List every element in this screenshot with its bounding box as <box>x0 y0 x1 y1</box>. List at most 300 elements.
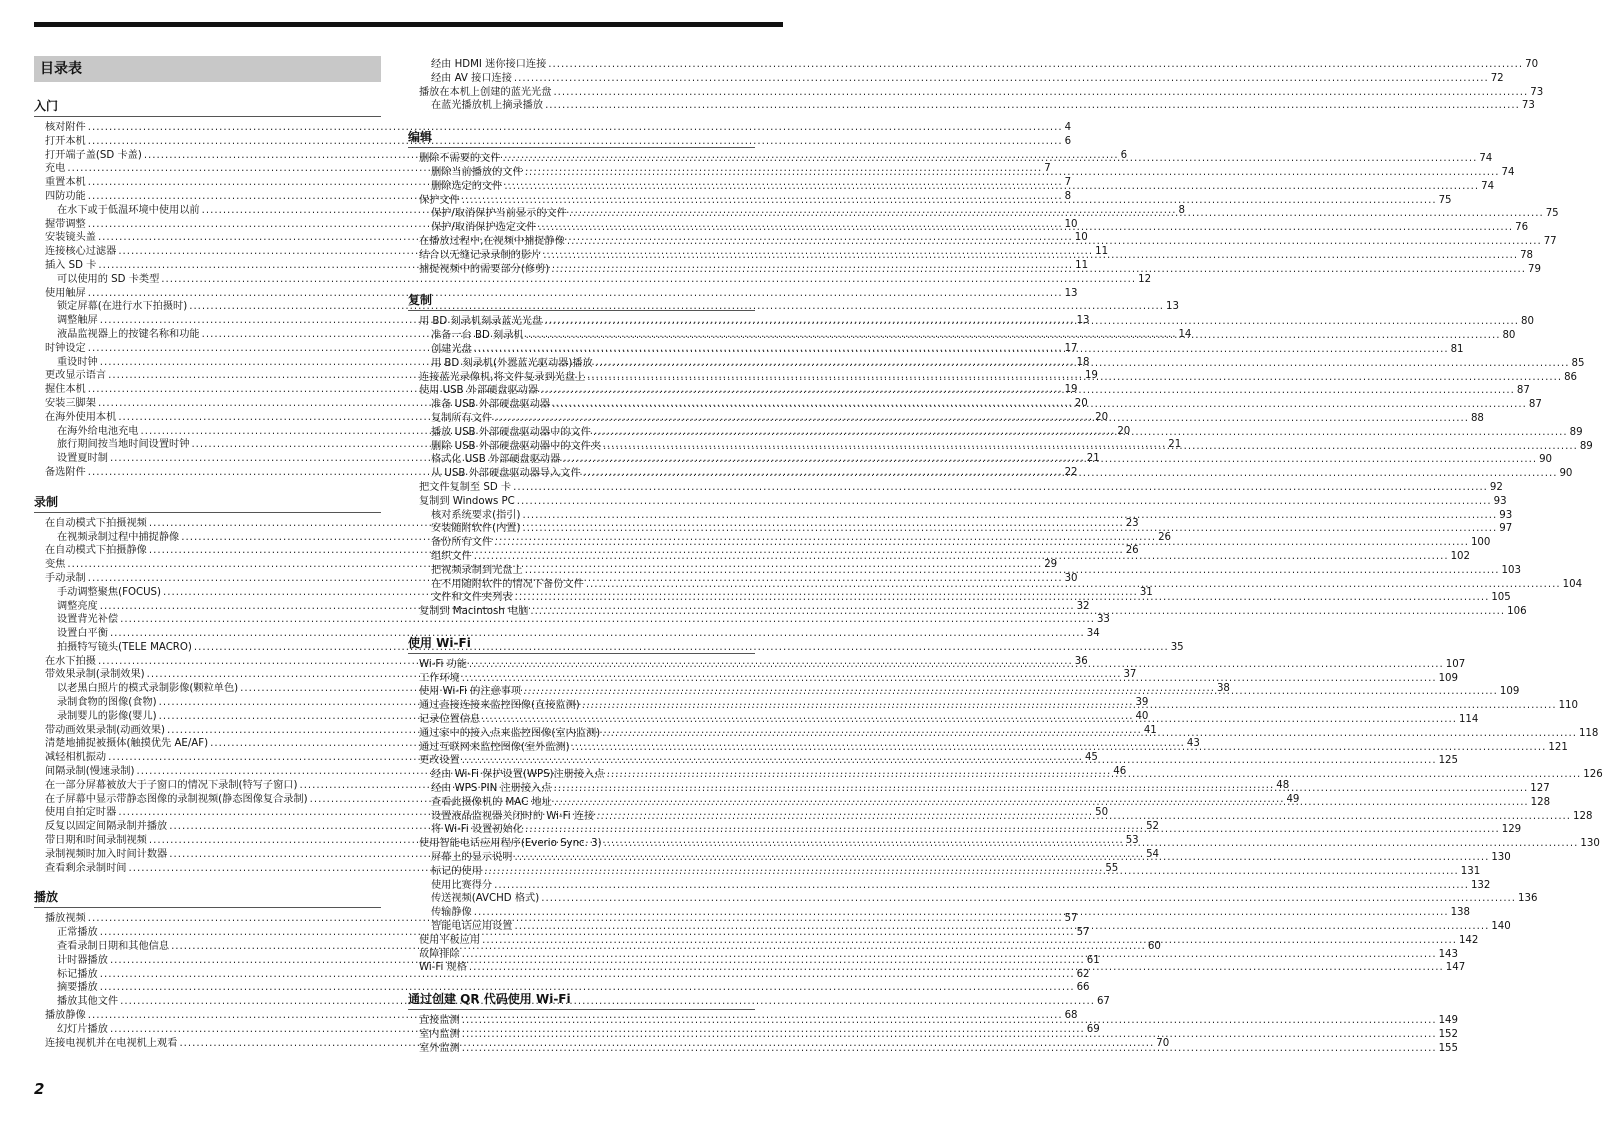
toc-entry-title: 核对系统要求(指引) <box>431 509 521 521</box>
toc-entry-page: 20 <box>1095 411 1109 423</box>
toc-entry-page: 118 <box>1578 727 1599 739</box>
toc-entry-title: 设置背光补偿 <box>57 614 119 626</box>
toc-entry-page: 19 <box>1064 384 1078 396</box>
dot-leader <box>504 180 1479 194</box>
toc-entry-title: 格式化 USB 外部硬盘驱动器 <box>431 454 561 466</box>
dot-leader <box>587 371 1562 385</box>
toc-entry-page: 109 <box>1499 686 1520 698</box>
toc-entry-title: 播放静像 <box>45 1010 86 1022</box>
toc-entry-title: 在自动模式下拍摄静像 <box>45 545 147 557</box>
toc-entry-title: 删除当前播放的文件 <box>431 166 523 178</box>
toc-entry-page: 10 <box>1074 232 1088 244</box>
toc-entry-title: 记录位置信息 <box>419 714 481 726</box>
toc-entry-title: 创建光盘 <box>431 343 472 355</box>
toc-entry-title: 插入 SD 卡 <box>45 259 97 271</box>
toc-entry-page: 66 <box>1076 982 1090 994</box>
toc-entry[interactable] <box>34 627 1100 641</box>
toc-entry-title: 用 BD 刻录机(外置蓝光驱动器)播放 <box>431 357 593 369</box>
dot-leader <box>548 58 1523 72</box>
toc-entry-page: 121 <box>1548 741 1568 753</box>
toc-entry-page: 7 <box>1064 177 1072 189</box>
toc-entry-page: 26 <box>1158 531 1172 543</box>
toc-entry-title: 结合以无缝记录录制的影片 <box>419 249 542 261</box>
toc-entry-title: 通过直接连接来监控图像(直接监测) <box>419 700 580 712</box>
dot-leader <box>602 727 1577 741</box>
toc-entry-title: 通过家中的接入点来监控图像(室内监测) <box>419 727 601 739</box>
top-rule <box>34 22 783 27</box>
dot-leader <box>494 536 1469 550</box>
toc-entry-page: 34 <box>1086 628 1100 640</box>
toc-entry-page: 86 <box>1564 371 1578 383</box>
toc-entry-title: 幻灯片播放 <box>57 1023 108 1035</box>
toc-entry-page: 104 <box>1562 578 1583 590</box>
toc-entry-page: 74 <box>1481 180 1495 192</box>
toc-entry-title: 充电 <box>45 163 66 175</box>
dot-leader <box>522 522 1497 536</box>
toc-entry-page: 138 <box>1450 907 1471 919</box>
toc-entry-page: 100 <box>1470 537 1491 549</box>
toc-entry-title: 可以使用的 SD 卡类型 <box>57 273 160 285</box>
toc-entry-page: 38 <box>1216 683 1230 695</box>
toc-entry-page: 21 <box>1086 453 1100 465</box>
toc-entry[interactable] <box>408 99 1535 113</box>
toc-entry-title: 准备 USB 外部硬盘驱动器 <box>431 399 551 411</box>
toc-entry-title: 安装镜头盖 <box>45 232 96 244</box>
dot-leader <box>538 221 1513 235</box>
toc-entry-page: 136 <box>1518 893 1538 905</box>
dot-leader <box>462 1042 1437 1056</box>
toc-entry-page: 20 <box>1074 397 1088 409</box>
toc-entry-title: 备份所有文件 <box>431 537 493 549</box>
toc-entry[interactable] <box>408 194 1452 208</box>
toc-entry-page: 70 <box>1156 1037 1170 1049</box>
toc-entry-page: 77 <box>1543 235 1557 247</box>
toc-entry-page: 106 <box>1507 606 1527 618</box>
section-heading: 使用 Wi-Fi <box>408 635 755 654</box>
toc-entry-title: 变焦 <box>45 559 66 571</box>
toc-entry-page: 37 <box>1123 669 1137 681</box>
dot-leader <box>494 412 1469 426</box>
dot-leader <box>525 166 1500 180</box>
toc-entry-title: 用 BD 刻录机刻录蓝光光盘 <box>419 316 543 328</box>
toc-entry-page: 140 <box>1491 921 1511 933</box>
section-heading: 通过创建 QR 代码使用 Wi-Fi <box>408 991 755 1010</box>
dot-leader <box>572 741 1547 755</box>
toc-entry-title: 更改显示语言 <box>45 370 107 382</box>
section-heading: 播放 <box>34 889 381 908</box>
toc-entry-title: 手动录制 <box>45 572 86 584</box>
toc-entry-page: 32 <box>1076 600 1090 612</box>
toc-entry-page: 6 <box>1120 149 1128 161</box>
dot-leader <box>544 315 1519 329</box>
toc-entry-page: 70 <box>1525 59 1539 70</box>
toc-entry-page: 53 <box>1125 835 1139 847</box>
toc-entry-page: 6 <box>1064 135 1072 147</box>
toc-entry-page: 48 <box>1276 779 1290 791</box>
toc-entry[interactable] <box>408 72 1504 86</box>
toc-entry[interactable] <box>34 273 1152 287</box>
dot-leader <box>462 1014 1437 1028</box>
toc-entry-page: 33 <box>1096 614 1110 626</box>
section-heading: 入门 <box>34 98 381 117</box>
toc-entry-page: 75 <box>1438 194 1452 206</box>
toc-entry-title: 带动画效果录制(动画效果) <box>45 724 166 736</box>
toc-entry-page: 89 <box>1569 426 1583 438</box>
toc-entry-page: 52 <box>1146 821 1160 833</box>
toc-title: 目录表 <box>34 56 381 82</box>
toc-entry-page: 97 <box>1499 523 1513 535</box>
toc-entry-title: 将 Wi-Fi 设置初始化 <box>431 824 523 836</box>
toc-entry-title: 连接蓝光录像机,将文件复录到光盘上 <box>419 371 586 383</box>
toc-entry-title: 录制视频时加入时间计数器 <box>45 848 168 860</box>
toc-entry-title: 重置本机 <box>45 177 86 189</box>
toc-entry-title: 删除不需要的文件 <box>419 153 501 165</box>
toc-entry-title: 直接监测 <box>419 1015 460 1027</box>
dot-leader <box>523 685 1498 699</box>
toc-entry-page: 102 <box>1450 550 1471 562</box>
toc-entry-title: 时钟设定 <box>45 342 86 354</box>
toc-entry-page: 72 <box>1490 72 1504 84</box>
toc-entry-title: 连接电视机并在电视机上观看 <box>45 1037 178 1049</box>
dot-leader <box>586 578 1561 592</box>
toc-entry-title: 复制到 Macintosh 电脑 <box>419 606 529 618</box>
toc-entry[interactable] <box>408 481 1503 495</box>
toc-entry-page: 107 <box>1445 658 1466 670</box>
toc-entry-title: 在视频录制过程中捕捉静像 <box>57 531 180 543</box>
toc-entry-page: 130 <box>1580 838 1600 850</box>
toc-entry-page: 8 <box>1178 204 1185 216</box>
toc-entry-page: 4 <box>1064 122 1072 133</box>
toc-entry-title: 复制所有文件 <box>431 412 493 424</box>
toc-entry-page: 39 <box>1135 697 1149 709</box>
toc-entry-page: 142 <box>1458 934 1479 946</box>
toc-entry-title: 打开本机 <box>45 135 86 147</box>
dot-leader <box>474 343 1449 357</box>
toc-entry-page: 73 <box>1521 100 1535 112</box>
toc-entry-title: 准备一台 BD 刻录机 <box>431 330 524 342</box>
toc-entry-title: 从 USB 外部硬盘驱动器导入文件 <box>431 468 581 480</box>
toc-entry-page: 23 <box>1125 517 1139 529</box>
dot-leader <box>474 550 1449 564</box>
toc-entry-page: 87 <box>1528 399 1542 411</box>
dot-leader <box>593 426 1568 440</box>
toc-entry-page: 155 <box>1438 1042 1459 1054</box>
toc-entry-title: 安装随附软件(内置) <box>431 523 521 535</box>
toc-entry[interactable] <box>408 879 1491 893</box>
toc-entry-title: 握住本机 <box>45 384 86 396</box>
toc-entry-page: 129 <box>1501 824 1522 836</box>
toc-entry[interactable] <box>408 152 1493 166</box>
toc-entry-title: Wi-Fi 规格 <box>419 962 467 974</box>
toc-entry-page: 7 <box>1044 163 1051 175</box>
toc-entry-title: 连接核心过滤器 <box>45 246 117 258</box>
toc-entry-page: 26 <box>1125 545 1139 557</box>
continued-entries <box>408 58 1544 113</box>
toc-entry-title: 以老黑白照片的模式录制影像(颗粒单色) <box>57 683 239 695</box>
toc-entry-page: 143 <box>1438 948 1459 960</box>
toc-entry-title: 打开端子盖(SD 卡盖) <box>45 149 142 161</box>
section-heading: 录制 <box>34 494 381 513</box>
toc-entry-page: 18 <box>1076 356 1090 368</box>
toc-entry-page: 43 <box>1186 738 1200 750</box>
toc-entry-page: 110 <box>1558 700 1579 712</box>
toc-entry-title: 在水下或于低温环境中使用以前 <box>57 204 200 216</box>
toc-entry-title: 捕捉视频中的需要部分(修剪) <box>419 263 550 275</box>
toc-entry-title: 更改设置 <box>419 755 460 767</box>
toc-entry-title: 设置夏时制 <box>57 453 108 465</box>
toc-entry-page: 74 <box>1501 166 1515 178</box>
toc-entry[interactable] <box>408 58 1539 72</box>
toc-entry-title: 播放视频 <box>45 913 86 925</box>
dot-leader <box>552 398 1527 412</box>
page-number: 2 <box>34 1080 45 1098</box>
toc-entry-page: 13 <box>1076 315 1090 327</box>
toc-entry-title: 带效果录制(录制效果) <box>45 669 145 681</box>
dot-leader <box>462 754 1437 768</box>
toc-entry-title: 查看剩余录制时间 <box>45 862 127 874</box>
toc-entry[interactable] <box>408 207 1559 221</box>
toc-entry-title: 减轻相机振动 <box>45 752 107 764</box>
toc-entry-title: 屏幕上的显示说明 <box>431 852 513 864</box>
toc-entry-page: 80 <box>1502 330 1516 342</box>
toc-entry-page: 103 <box>1501 564 1521 576</box>
toc-entry-page: 11 <box>1075 259 1089 271</box>
dot-leader <box>503 152 1478 166</box>
toc-entry-title: 正常播放 <box>57 927 98 939</box>
toc-entry-page: 50 <box>1095 807 1109 819</box>
toc-entry-page: 88 <box>1470 412 1484 424</box>
toc-entry-title: 使用触屏 <box>45 287 86 299</box>
toc-entry-title: 删除选定的文件 <box>431 180 503 192</box>
toc-entry-page: 41 <box>1143 724 1157 736</box>
toc-entry-page: 109 <box>1438 672 1459 684</box>
toc-entry-page: 36 <box>1074 655 1088 667</box>
toc-entry-title: 查看此摄像机的 MAC 地址 <box>431 796 552 808</box>
toc-entry-page: 93 <box>1499 509 1513 521</box>
toc-entry[interactable] <box>34 121 1072 135</box>
toc-entry[interactable] <box>408 892 1538 906</box>
toc-entry-title: 播放其他文件 <box>57 996 119 1008</box>
toc-entry-page: 81 <box>1450 343 1464 355</box>
toc-entry-page: 89 <box>1579 440 1593 452</box>
dot-leader <box>582 699 1557 713</box>
toc-entry-title: 在子屏幕中显示带静态图像的录制视频(静态图像复合录制) <box>45 793 308 805</box>
toc-entry-title: 把文件复制至 SD 卡 <box>419 481 512 493</box>
toc-entry-page: 87 <box>1516 385 1530 397</box>
toc-entry-title: 查看录制日期和其他信息 <box>57 941 170 953</box>
toc-entry-page: 60 <box>1147 941 1161 953</box>
toc-entry-page: 78 <box>1520 249 1534 261</box>
toc-entry-title: 在蓝光播放机上摘录播放 <box>431 100 544 112</box>
toc-entry-page: 30 <box>1064 572 1078 584</box>
dot-leader <box>462 1028 1437 1042</box>
section-heading: 复制 <box>408 292 755 311</box>
toc-entry-title: 故障排除 <box>419 948 460 960</box>
toc-entry-page: 147 <box>1445 962 1466 974</box>
toc-entry-title: 反复以固定间隔录制并播放 <box>45 821 168 833</box>
toc-entry-page: 114 <box>1458 714 1479 726</box>
dot-leader <box>545 99 1520 113</box>
toc-entry-page: 22 <box>1064 466 1078 478</box>
toc-entry-title: 把视频录制到光盘上 <box>431 564 523 576</box>
dot-leader <box>583 467 1558 481</box>
toc-entry-page: 49 <box>1286 793 1300 805</box>
dot-leader <box>522 509 1497 523</box>
toc-entry-title: 重设时钟 <box>57 356 98 368</box>
toc-entry-page: 13 <box>1064 287 1078 299</box>
toc-entry-title: 使用自拍定时器 <box>45 807 117 819</box>
toc-entry-page: 8 <box>1064 190 1072 202</box>
toc-entry-title: 设置白平衡 <box>57 628 108 640</box>
toc-entry-page: 45 <box>1084 752 1098 764</box>
toc-entry[interactable] <box>408 180 1495 194</box>
toc-entry-title: 在一部分屏幕被放大于子窗口的情况下录制(特写子窗口) <box>45 779 298 791</box>
toc-entry-page: 14 <box>1178 328 1192 340</box>
toc-entry-page: 152 <box>1438 1029 1459 1041</box>
dot-leader <box>553 86 1528 100</box>
toc-entry-title: 在自动模式下拍摄视频 <box>45 517 147 529</box>
toc-entry-page: 80 <box>1521 316 1534 328</box>
toc-entry-page: 75 <box>1545 208 1559 220</box>
toc-entry-title: 计时器播放 <box>57 954 108 966</box>
toc-entry-title: 标记播放 <box>57 968 98 980</box>
toc-entry-title: 摘要播放 <box>57 982 98 994</box>
toc-entry[interactable] <box>34 981 1090 995</box>
toc-entry-page: 126 <box>1583 769 1603 781</box>
dot-leader <box>603 440 1578 454</box>
dot-leader <box>604 837 1579 851</box>
toc-entry-page: 85 <box>1571 357 1585 369</box>
dot-leader <box>474 906 1449 920</box>
dot-leader <box>569 207 1544 221</box>
toc-entry-title: 标记的使用 <box>431 865 482 877</box>
toc-entry-title: 调整亮度 <box>57 600 98 612</box>
dot-leader <box>462 194 1437 208</box>
dot-leader <box>484 865 1459 879</box>
toc-entry-page: 79 <box>1528 263 1541 275</box>
toc-entry-page: 125 <box>1438 755 1459 767</box>
dot-leader <box>541 892 1516 906</box>
dot-leader <box>596 810 1571 824</box>
toc-entry-title: 锁定屏幕(在进行水下拍摄时) <box>57 301 188 313</box>
toc-entry-page: 69 <box>1086 1023 1100 1035</box>
toc-entry-title: 经由 WPS PIN 注册接入点 <box>431 783 552 795</box>
toc-entry-title: 四防功能 <box>45 190 86 202</box>
toc-entry-page: 31 <box>1139 586 1153 598</box>
dot-leader <box>606 768 1581 782</box>
toc-entry-title: 复制到 Windows PC <box>419 495 515 507</box>
toc-entry-title: 文件和文件夹列表 <box>431 592 513 604</box>
toc-entry-title: 调整触屏 <box>57 315 98 327</box>
toc-entry-page: 20 <box>1117 425 1131 437</box>
toc-entry-page: 92 <box>1489 481 1503 493</box>
section-heading: 编辑 <box>408 129 755 148</box>
dot-leader <box>525 823 1500 837</box>
toc-entry-title: 工作环境 <box>419 672 460 684</box>
toc-entry-page: 19 <box>1084 370 1098 382</box>
dot-leader <box>530 605 1505 619</box>
toc-entry-page: 127 <box>1530 783 1550 795</box>
toc-entry-title: 握带调整 <box>45 218 86 230</box>
dot-leader <box>515 920 1490 934</box>
dot-leader <box>469 961 1444 975</box>
toc-entry-page: 61 <box>1086 954 1100 966</box>
toc-entry-title: 使用比赛得分 <box>431 879 493 891</box>
toc-entry-title: 液晶监视器上的按键名称和功能 <box>57 328 200 340</box>
toc-entry-page: 11 <box>1095 246 1109 258</box>
toc-entry-page: 73 <box>1530 86 1544 98</box>
toc-entry-page: 128 <box>1530 796 1551 808</box>
toc-entry-title: 旅行期间按当地时间设置时钟 <box>57 439 190 451</box>
toc-entry-title: 核对附件 <box>45 122 86 133</box>
toc-entry-page: 46 <box>1113 766 1127 778</box>
toc-entry-title: 保护文件 <box>419 194 460 206</box>
toc-entry[interactable] <box>408 495 1507 509</box>
toc-entry-title: 使用 Wi-Fi 的注意事项 <box>419 686 522 698</box>
dot-leader <box>514 72 1489 86</box>
toc-entry-title: 录制婴儿的影像(婴儿) <box>57 710 157 722</box>
toc-entry-title: 传送视频(AVCHD 格式) <box>431 893 540 905</box>
dot-leader <box>469 658 1444 672</box>
toc-entry-title: 使用平板应用 <box>419 934 481 946</box>
toc-entry[interactable] <box>408 166 1515 180</box>
toc-entry-title: 在海外给电池充电 <box>57 425 139 437</box>
toc-entry-page: 132 <box>1470 879 1491 891</box>
toc-entry-title: Wi-Fi 功能 <box>419 658 467 670</box>
toc-entry-page: 93 <box>1493 495 1507 507</box>
toc-entry-title: 删除 USB 外部硬盘驱动器中的文件夹 <box>431 440 602 452</box>
toc-entry[interactable] <box>34 613 1110 627</box>
toc-entry-page: 54 <box>1146 848 1160 860</box>
toc-entry-page: 68 <box>1064 1010 1078 1022</box>
toc-entry-page: 10 <box>1064 218 1078 230</box>
toc-entry-title: 备选附件 <box>45 466 86 478</box>
toc-entry-title: 间隔录制(慢速录制) <box>45 766 135 778</box>
toc-entry-title: 组织文件 <box>431 550 472 562</box>
toc-entry-page: 35 <box>1170 641 1184 653</box>
toc-entry-page: 57 <box>1064 913 1078 925</box>
toc-entry-page: 131 <box>1460 865 1481 877</box>
dot-leader <box>482 713 1457 727</box>
toc-entry-title: 经由 HDMI 迷你接口连接 <box>431 59 547 70</box>
toc-entry-title: 播放在本机上创建的蓝光光盘 <box>419 86 552 98</box>
dot-leader <box>462 672 1437 686</box>
toc-entry-title: 通过互联网来监控图像(室外监测) <box>419 741 570 753</box>
toc-entry-title: 经由 AV 接口连接 <box>431 72 512 84</box>
toc-entry-page: 130 <box>1491 852 1511 864</box>
toc-entry-title: 在不用随附软件的情况下备份文件 <box>431 578 584 590</box>
toc-entry-page: 67 <box>1096 996 1110 1008</box>
toc-entry-title: 带日期和时间录制视频 <box>45 835 147 847</box>
dot-leader <box>482 934 1457 948</box>
dot-leader <box>515 851 1490 865</box>
toc-entry-page: 55 <box>1105 862 1119 874</box>
toc-entry-page: 128 <box>1573 810 1593 822</box>
toc-entry[interactable] <box>408 86 1544 100</box>
dot-leader <box>513 481 1488 495</box>
dot-leader <box>595 357 1570 371</box>
toc-entry-title: 在播放过程中,在视频中捕捉静像 <box>419 235 565 247</box>
toc-entry-page: 40 <box>1135 710 1149 722</box>
dot-leader <box>462 948 1437 962</box>
toc-entry-title: 室内监测 <box>419 1029 460 1041</box>
dot-leader <box>562 453 1537 467</box>
toc-entry-title: 播放 USB 外部硬盘驱动器中的文件 <box>431 426 591 438</box>
dot-leader <box>525 564 1500 578</box>
toc-entry-page: 17 <box>1064 342 1078 354</box>
dot-leader <box>515 591 1490 605</box>
toc-entry-page: 29 <box>1044 559 1058 571</box>
